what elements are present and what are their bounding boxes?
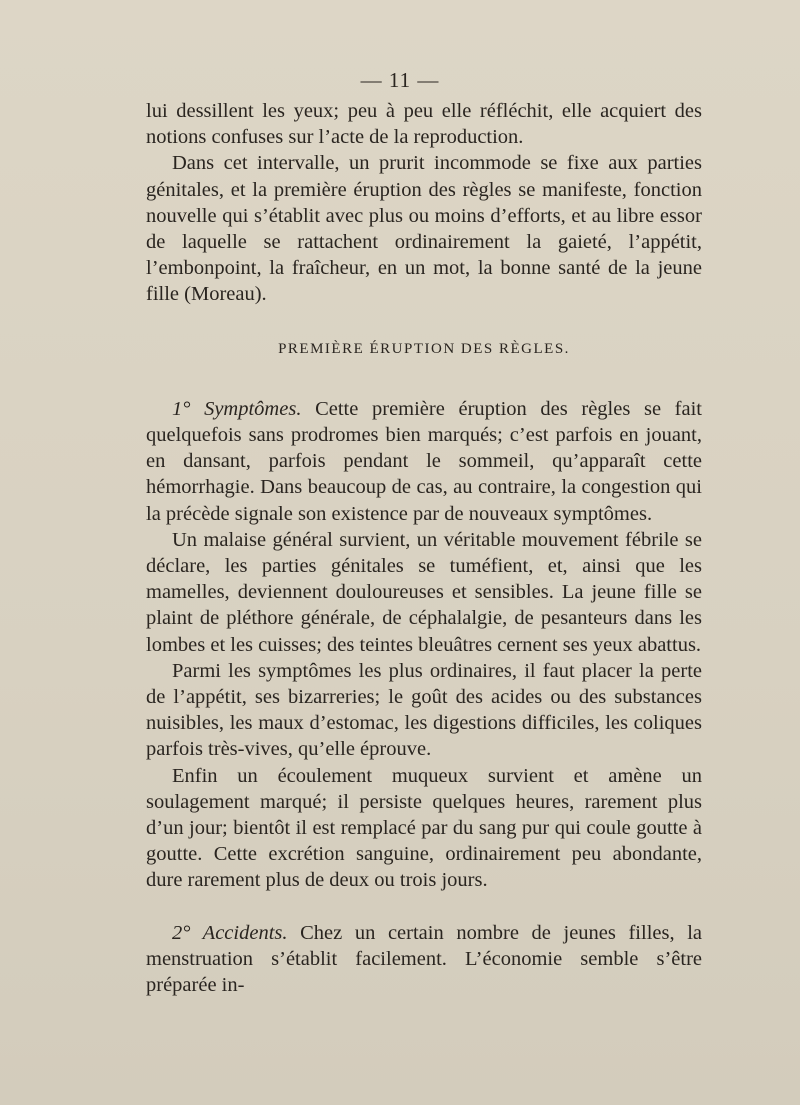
paragraph-symptomes: [146, 396, 702, 527]
paragraph-6: Enfin un écoulement muqueux survient et amène un soulagement marqué; il persiste quelques heures, rarement plus d’un jour; bientôt il est remplacé par du sang pur qui coule goutte à goutte. Cette excrétion sanguine, ordinairement peu abondante, dure rarement plus de deux ou trois jours.: [146, 764, 702, 892]
subsection-label-accidents: 2° Accidents.: [172, 921, 288, 944]
paragraph-gap: [146, 894, 702, 920]
page-number: — 11 —: [360, 68, 440, 92]
section-heading: PREMIÈRE ÉRUPTION DES RÈGLES.: [278, 340, 570, 357]
paragraph-accidents-text: Chez un certain nombre de jeunes filles, la menstruation s’établit facilement. L’économie semble s’être préparée in-: [146, 921, 702, 997]
paragraph-symptomes-text: Cette première éruption des règles se fait quelquefois sans prodromes bien marqués; c’est parfois en jouant, en dansant, parfois pendant le sommeil, qu’apparaît cette hémorrhagie. Dans beaucoup de cas, au contraire, la congestion qui la précède signale son existence par de nouveaux symptômes.: [146, 397, 702, 525]
paragraph-4: Un malaise général survient, un véritable mouvement fébrile se déclare, les parties génitales se tuméfient, et, ainsi que les mamelles, deviennent douloureuses et sensibles. La jeune fille se plaint de pléthore générale, de céphalalgie, de pesanteurs dans les lombes et les cuisses; des teintes bleuâtres cernent ses yeux abattus.: [146, 528, 702, 656]
page-text: [146, 98, 702, 998]
subsection-label-symptomes: 1° Symptômes.: [172, 397, 302, 420]
paragraph-1: lui dessillent les yeux; peu à peu elle réfléchit, elle acquiert des notions confuses sur l’acte de la reproduction.: [146, 100, 702, 149]
paragraph-2: Dans cet intervalle, un prurit incommode se fixe aux parties génitales, et la première éruption des règles se manifeste, fonction nouvelle qui s’établit avec plus ou moins d’efforts, et au libre essor de laquelle se rattachent ordinairement la gaieté, l’appétit, l’embonpoint, la fraîcheur, en un mot, la bonne santé de la jeune fille (Moreau).: [146, 152, 702, 306]
paragraph-5: Parmi les symptômes les plus ordinaires, il faut placer la perte de l’appétit, ses bizarreries; le goût des acides ou des substances nuisibles, les maux d’estomac, les digestions difficiles, les coliques parfois très-vives, qu’elle éprouve.: [146, 659, 702, 761]
paragraph-accidents: [146, 920, 702, 999]
